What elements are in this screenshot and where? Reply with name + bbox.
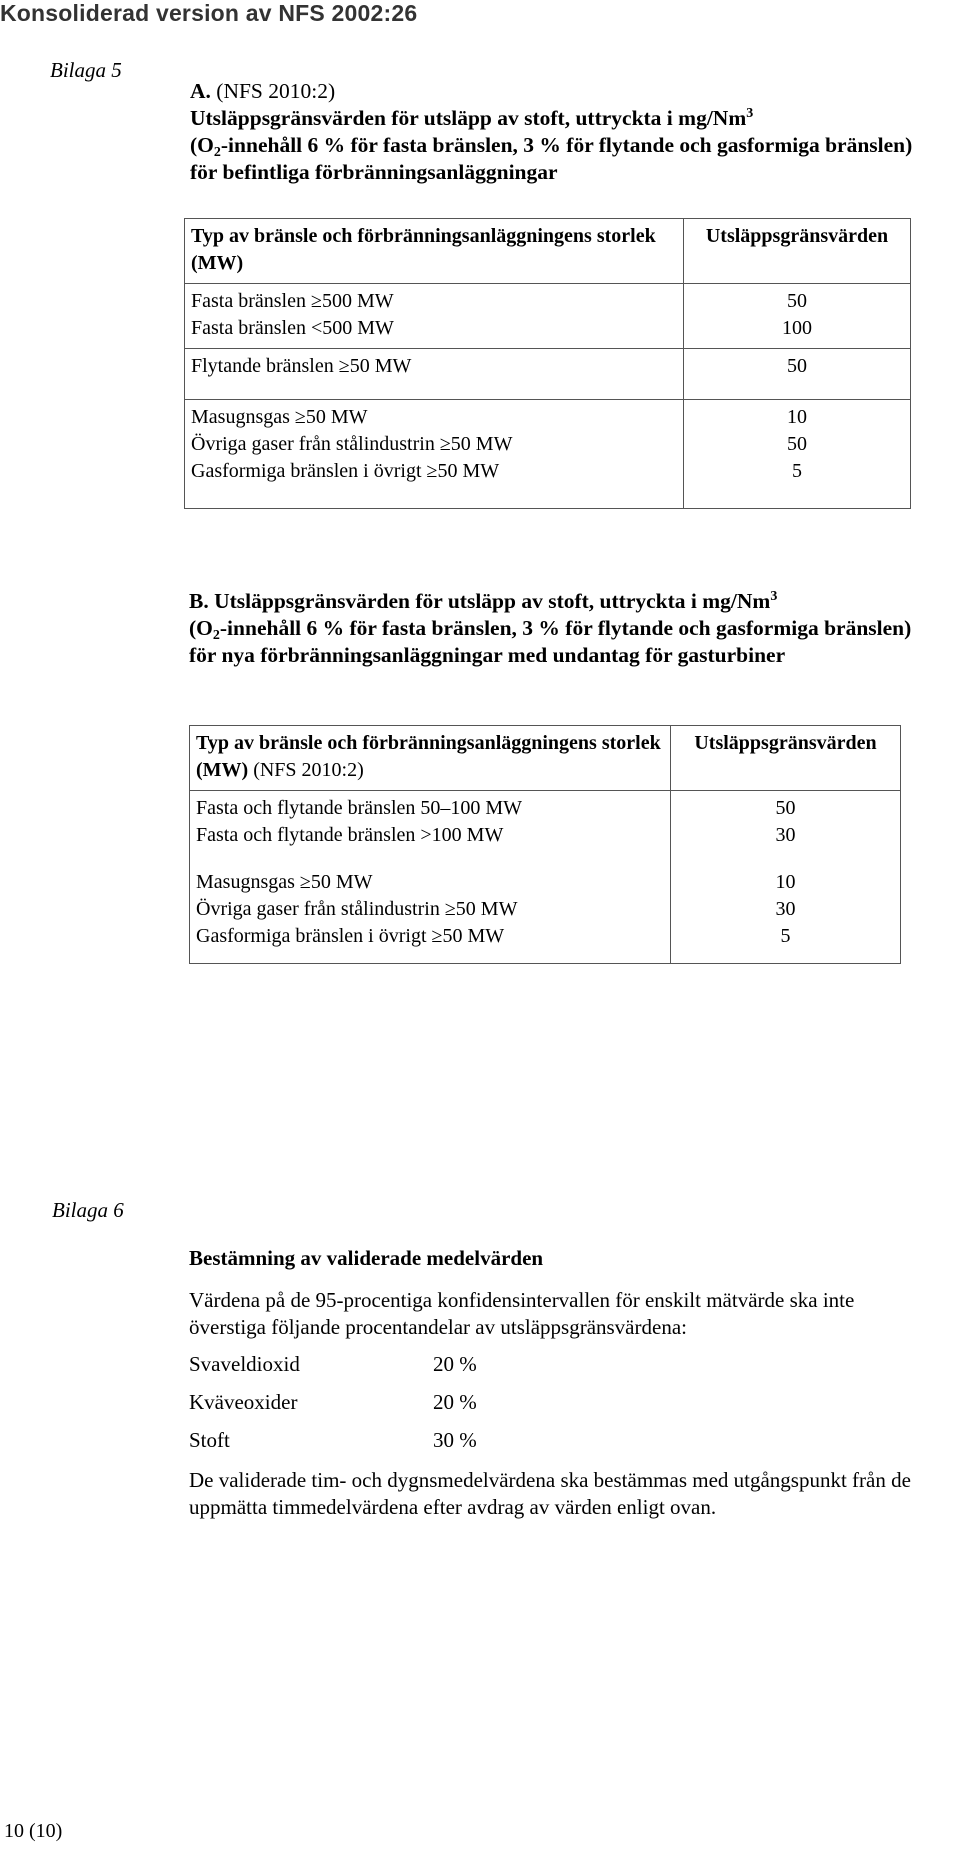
table-b-value: 30 [775,824,796,846]
bilaga-6-intro: Värdena på de 95-procentiga konfidensintervallen för enskilt mätvärde ska inte överstiga följande procentandelar av utsläppsgränsvärdena: [189,1288,855,1339]
table-b-label: Fasta och flytande bränslen >100 MW [196,824,504,846]
percent-row-name: Kväveoxider [189,1390,298,1414]
table-b-header-limit: Utsläppsgränsvärden [671,726,901,791]
section-a-line2: Utsläppsgränsvärden för utsläpp av stoft, uttryckta i mg/Nm$^3$ [190,106,754,130]
table-a-value: 10 [787,406,807,428]
section-b-line3: för nya förbränningsanläggningar med undantag för gasturbiner [189,643,786,667]
section-a-heading [190,78,912,186]
table-a-label: Flytande bränslen ≥50 MW [191,355,412,377]
section-a-line4: för befintliga förbränningsanläggningar [190,160,558,184]
bilaga-6-closing: De validerade tim- och dygnsmedelvärdena ska bestämmas med utgångspunkt från de uppmätta timmedelvärdena efter avdrag av värden enligt ovan. [189,1468,911,1519]
table-a-group [185,284,911,349]
bilaga-6-title: Bestämning av validerade medelvärden [189,1246,544,1270]
percent-row [189,1352,477,1377]
table-b-label: Fasta och flytande bränslen 50–100 MW [196,797,523,819]
section-b-heading [189,588,911,669]
table-b [189,725,901,964]
table-a-label: Övriga gaser från stålindustrin ≥50 MW [191,433,513,455]
table-b-header-type: Typ av bränsle och förbränningsanläggningens storlek (MW) (NFS 2010:2) [190,726,671,791]
table-a-label: Fasta bränslen <500 MW [191,317,394,339]
table-a [184,218,911,509]
table-a-header [185,219,911,284]
table-a-value: 50 [787,355,807,377]
table-a-value: 50 [787,290,807,312]
table-b-label: Övriga gaser från stålindustrin ≥50 MW [196,898,518,920]
table-a-group [185,400,911,509]
section-a-line3: ($O_2$-innehåll 6 % för fasta bränslen, 3 % för flytande och gasformiga bränslen) [190,133,913,160]
table-a-group [185,349,911,400]
table-a-value: 50 [787,433,807,455]
table-b-value: 5 [780,925,791,947]
bilaga-5-label: Bilaga 5 [50,58,122,82]
table-b-label: Masugnsgas ≥50 MW [196,871,373,893]
page-number: 10 (10) [4,1820,63,1842]
percent-row-value: 20 % [433,1390,477,1414]
table-b-value: 50 [775,797,796,819]
percent-row-name: Stoft [189,1428,230,1452]
percent-row-name: Svaveldioxid [189,1352,300,1376]
table-b-value: 10 [775,871,796,893]
percent-row [189,1390,477,1415]
table-a-label: Gasformiga bränslen i övrigt ≥50 MW [191,460,500,482]
table-a-label: Masugnsgas ≥50 MW [191,406,368,428]
percent-row-value: 20 % [433,1352,477,1376]
section-a-ref: (NFS 2010:2) [216,79,336,103]
table-a-header-limit: Utsläppsgränsvärden [684,219,911,284]
table-b-group [190,791,901,866]
table-a-header-type: Typ av bränsle och förbränningsanläggningens storlek (MW) [185,219,684,284]
table-a-value: 100 [782,317,812,339]
table-a-label: Fasta bränslen ≥500 MW [191,290,394,312]
table-a-value: 5 [792,460,802,482]
table-b-label: Gasformiga bränslen i övrigt ≥50 MW [196,925,505,947]
table-b-group [190,865,901,964]
section-a-line1: A. (NFS 2010:2) [190,79,336,103]
bilaga-6-label: Bilaga 6 [52,1198,124,1222]
percent-row-value: 30 % [433,1428,477,1452]
table-b-header [190,726,901,791]
document-header: Konsoliderad version av NFS 2002:26 [0,0,418,26]
percent-row [189,1428,477,1453]
section-b-line1: B. Utsläppsgränsvärden för utsläpp av stoft, uttryckta i mg/Nm$^3$ [189,589,778,613]
section-b-line2: ($O_2$-innehåll 6 % för fasta bränslen, 3 % för flytande och gasformiga bränslen) [189,616,912,643]
table-b-value: 30 [775,898,796,920]
